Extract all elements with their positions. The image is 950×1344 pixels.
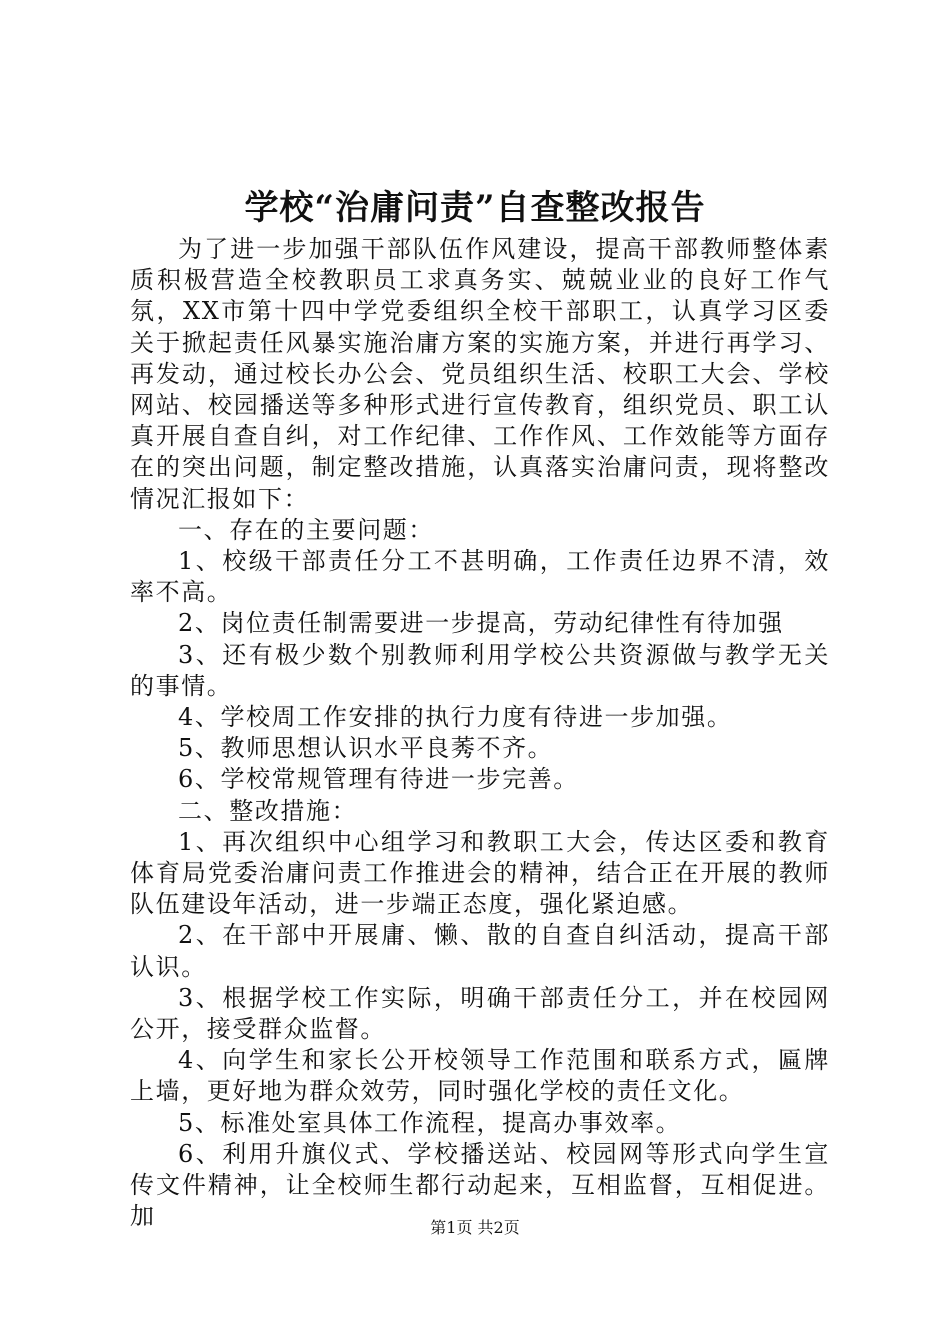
problem-item: 3、还有极少数个别教师利用学校公共资源做与教学无关的事情。 [130,640,830,700]
section-heading-measures: 二、整改措施： [178,796,358,825]
document-body [130,234,830,1233]
problem-item: 6、学校常规管理有待进一步完善。 [178,765,579,794]
measure-item: 6、利用升旗仪式、学校播送站、校园网等形式向学生宣传文件精神，让全校师生都行动起来，互相监督，互相促进。加 [130,1139,830,1231]
problem-item: 2、岗位责任制需要进一步提高，劳动纪律性有待加强 [178,609,784,638]
measure-item: 2、在干部中开展庸、懒、散的自查自纠活动，提高干部认识。 [130,921,830,981]
measure-item: 4、向学生和家长公开校领导工作范围和联系方式，匾牌上墙，更好地为群众效劳，同时强化学校的责任文化。 [130,1046,830,1106]
problem-item: 5、教师思想认识水平良莠不齐。 [178,734,554,763]
problem-item: 4、学校周工作安排的执行力度有待进一步加强。 [178,703,733,732]
page-indicator: 第1页 共2页 [430,1218,520,1237]
paragraph-intro: 为了进一步加强干部队伍作风建设，提高干部教师整体素质积极营造全校教职员工求真务实、兢兢业业的良好工作气氛，XX市第十四中学党委组织全校干部职工，认真学习区委关于掀起责任风暴实施治庸方案的实施方案，并进行再学习、再发动，通过校长办公会、党员组织生活、校职工大会、学校网站、校园播送等多种形式进行宣传教育，组织党员、职工认真开展自查自纠，对工作纪律、工作作风、工作效能等方面存在的突出问题，制定整改措施，认真落实治庸问责，现将整改情况汇报如下： [130,235,830,513]
measure-item: 1、再次组织中心组学习和教职工大会，传达区委和教育体育局党委治庸问责工作推进会的精神，结合正在开展的教师队伍建设年活动，进一步端正态度，强化紧迫感。 [130,827,830,919]
measure-item: 5、标准处室具体工作流程，提高办事效率。 [178,1108,682,1137]
document-title: 学校“治庸问责”自查整改报告 [244,188,706,228]
measure-item: 3、根据学校工作实际，明确干部责任分工，并在校园网公开，接受群众监督。 [130,983,830,1044]
section-heading-problems: 一、存在的主要问题： [178,515,434,544]
page-footer [0,1216,950,1240]
problem-item: 1、校级干部责任分工不甚明确，工作责任边界不清，效率不高。 [130,547,830,607]
